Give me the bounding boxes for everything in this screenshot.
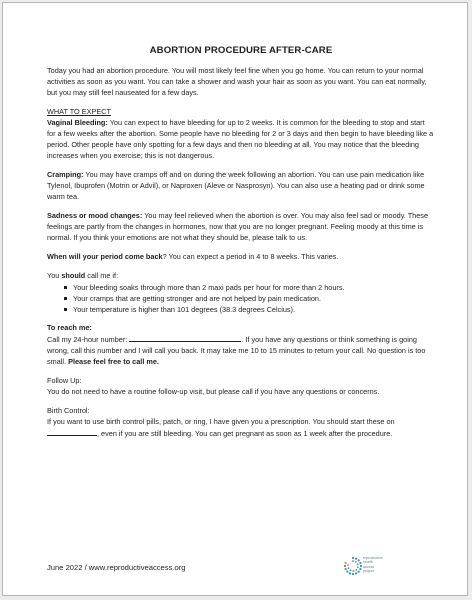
- logo-dot: [346, 571, 348, 573]
- logo-dot: [344, 565, 346, 567]
- birth-control-text-before: If you want to use birth control pills, patch, or ring, I have given you a prescription. You should start these on: [47, 417, 395, 426]
- logo-dot: [357, 563, 359, 565]
- logo-dot: [355, 572, 357, 574]
- follow-up-text: You do not need to have a routine follow-up visit, but please call if you have any questions or concerns.: [47, 387, 380, 396]
- logo-dot: [359, 562, 361, 564]
- page-title: ABORTION PROCEDURE AFTER-CARE: [149, 45, 333, 56]
- period-paragraph: [47, 251, 435, 262]
- list-item: Your cramps that are getting stronger and are not helped by pain medication.: [73, 293, 435, 304]
- logo-dot: [358, 559, 360, 561]
- logo-dot: [360, 565, 362, 567]
- sadness-label: Sadness or mood changes:: [47, 211, 143, 220]
- logo-line: health: [363, 560, 373, 565]
- logo-dot: [353, 570, 355, 572]
- cramping-label: Cramping:: [47, 170, 84, 179]
- list-item: Your temperature is higher than 101 degrees (38.3 degrees Celcius).: [73, 304, 435, 315]
- logo-dot: [358, 571, 360, 573]
- what-to-expect-heading: WHAT TO EXPECT: [47, 107, 111, 116]
- vaginal-bleeding-label: Vaginal Bleeding:: [47, 118, 108, 127]
- document-page: [2, 2, 468, 596]
- logo-dot: [352, 557, 354, 559]
- call-me-list: [47, 282, 435, 315]
- intro-paragraph: Today you had an abortion procedure. You will most likely feel fine when you go home. You can return to your normal activities as soon as you want. You can take a shower and wash your hair as soon as you want. You can eat normally, but you may still feel nauseated for a few days.: [47, 66, 427, 97]
- birth-control-text-after: , even if you are still bleeding. You can get pregnant as soon as 1 week after the procedure.: [97, 429, 393, 438]
- logo-line: project: [363, 569, 374, 574]
- list-item: Your bleeding soaks through more than 2 maxi pads per hour for more than 2 hours.: [73, 282, 435, 293]
- logo-dot: [355, 561, 357, 563]
- logo-dot: [345, 568, 347, 570]
- period-label: When will your period come back: [47, 252, 163, 261]
- cramping-paragraph: [47, 169, 435, 202]
- birth-control-paragraph: [47, 416, 435, 439]
- footer-date-url: June 2022 / www.reproductiveaccess.org: [47, 563, 186, 572]
- logo-dot: [352, 560, 354, 562]
- cramping-text: You may have cramps off and on during the week following an abortion. You can use pain medication like Tylenol, Ibuprofen (Motrin or Advil), or Naproxen (Aleve or Nasprosyn). You can also use a heating pad or drink some warm tea.: [47, 170, 425, 201]
- call-me-suffix: call me if:: [85, 271, 119, 280]
- reach-me-text-before: Call my 24-hour number:: [47, 335, 130, 344]
- reach-me-emphasis: Please feel free to call me.: [68, 357, 159, 366]
- logo-circle-icon: [343, 554, 363, 580]
- logo-dot: [355, 558, 357, 560]
- call-me-prefix: You: [47, 271, 62, 280]
- reach-me-heading: To reach me:: [47, 323, 92, 332]
- reach-me-paragraph: [47, 333, 435, 367]
- logo-dot: [352, 573, 354, 575]
- logo-line: reproductive: [363, 556, 383, 560]
- call-me-emphasis: should: [61, 271, 86, 280]
- logo-dot: [348, 567, 350, 569]
- phone-number-blank[interactable]: [129, 333, 241, 342]
- vaginal-bleeding-paragraph: [47, 117, 435, 161]
- follow-up-heading: Follow Up:: [47, 376, 82, 385]
- start-date-blank[interactable]: [47, 427, 97, 436]
- document-body: [47, 45, 435, 447]
- call-me-intro: [47, 270, 435, 281]
- logo-dot: [350, 569, 352, 571]
- rhap-logo: [343, 554, 433, 586]
- logo-dot: [357, 566, 359, 568]
- birth-control-heading: Birth Control:: [47, 406, 90, 415]
- logo-line: access: [363, 564, 375, 569]
- reach-me-text-after: . If you have any questions or think something is going wrong, call this number and I will call you back. It may take me 10 to 15 minutes to return your call. No question is too small.: [47, 335, 426, 366]
- logo-dot: [355, 569, 357, 571]
- sadness-paragraph: [47, 210, 435, 243]
- logo-dot: [347, 564, 349, 566]
- period-text: ? You can expect a period in 4 to 8 weeks. This varies.: [162, 252, 339, 261]
- logo-dot: [359, 568, 361, 570]
- logo-text: [363, 556, 383, 574]
- vaginal-bleeding-text: You can expect to have bleeding for up to 2 weeks. It is common for the bleeding to stop and start for a few weeks after the abortion. Some people have no bleeding for 2 or 3 days and then begin to have bleeding like a period. Other people have only spotting for a few days and then no bleeding at all. You may notice that the bleeding increases when you exercise; this is not dangerous.: [47, 118, 434, 160]
- logo-dot: [345, 562, 347, 564]
- sadness-text: You may feel relieved when the abortion is over. You may also feel sad or moody. These feelings are partly from the changes in hormones, now that you are no longer pregnant. Feeling moody at this time is normal. If you think your emotions are not what they should be, please talk to us.: [47, 211, 429, 242]
- logo-dot: [349, 572, 351, 574]
